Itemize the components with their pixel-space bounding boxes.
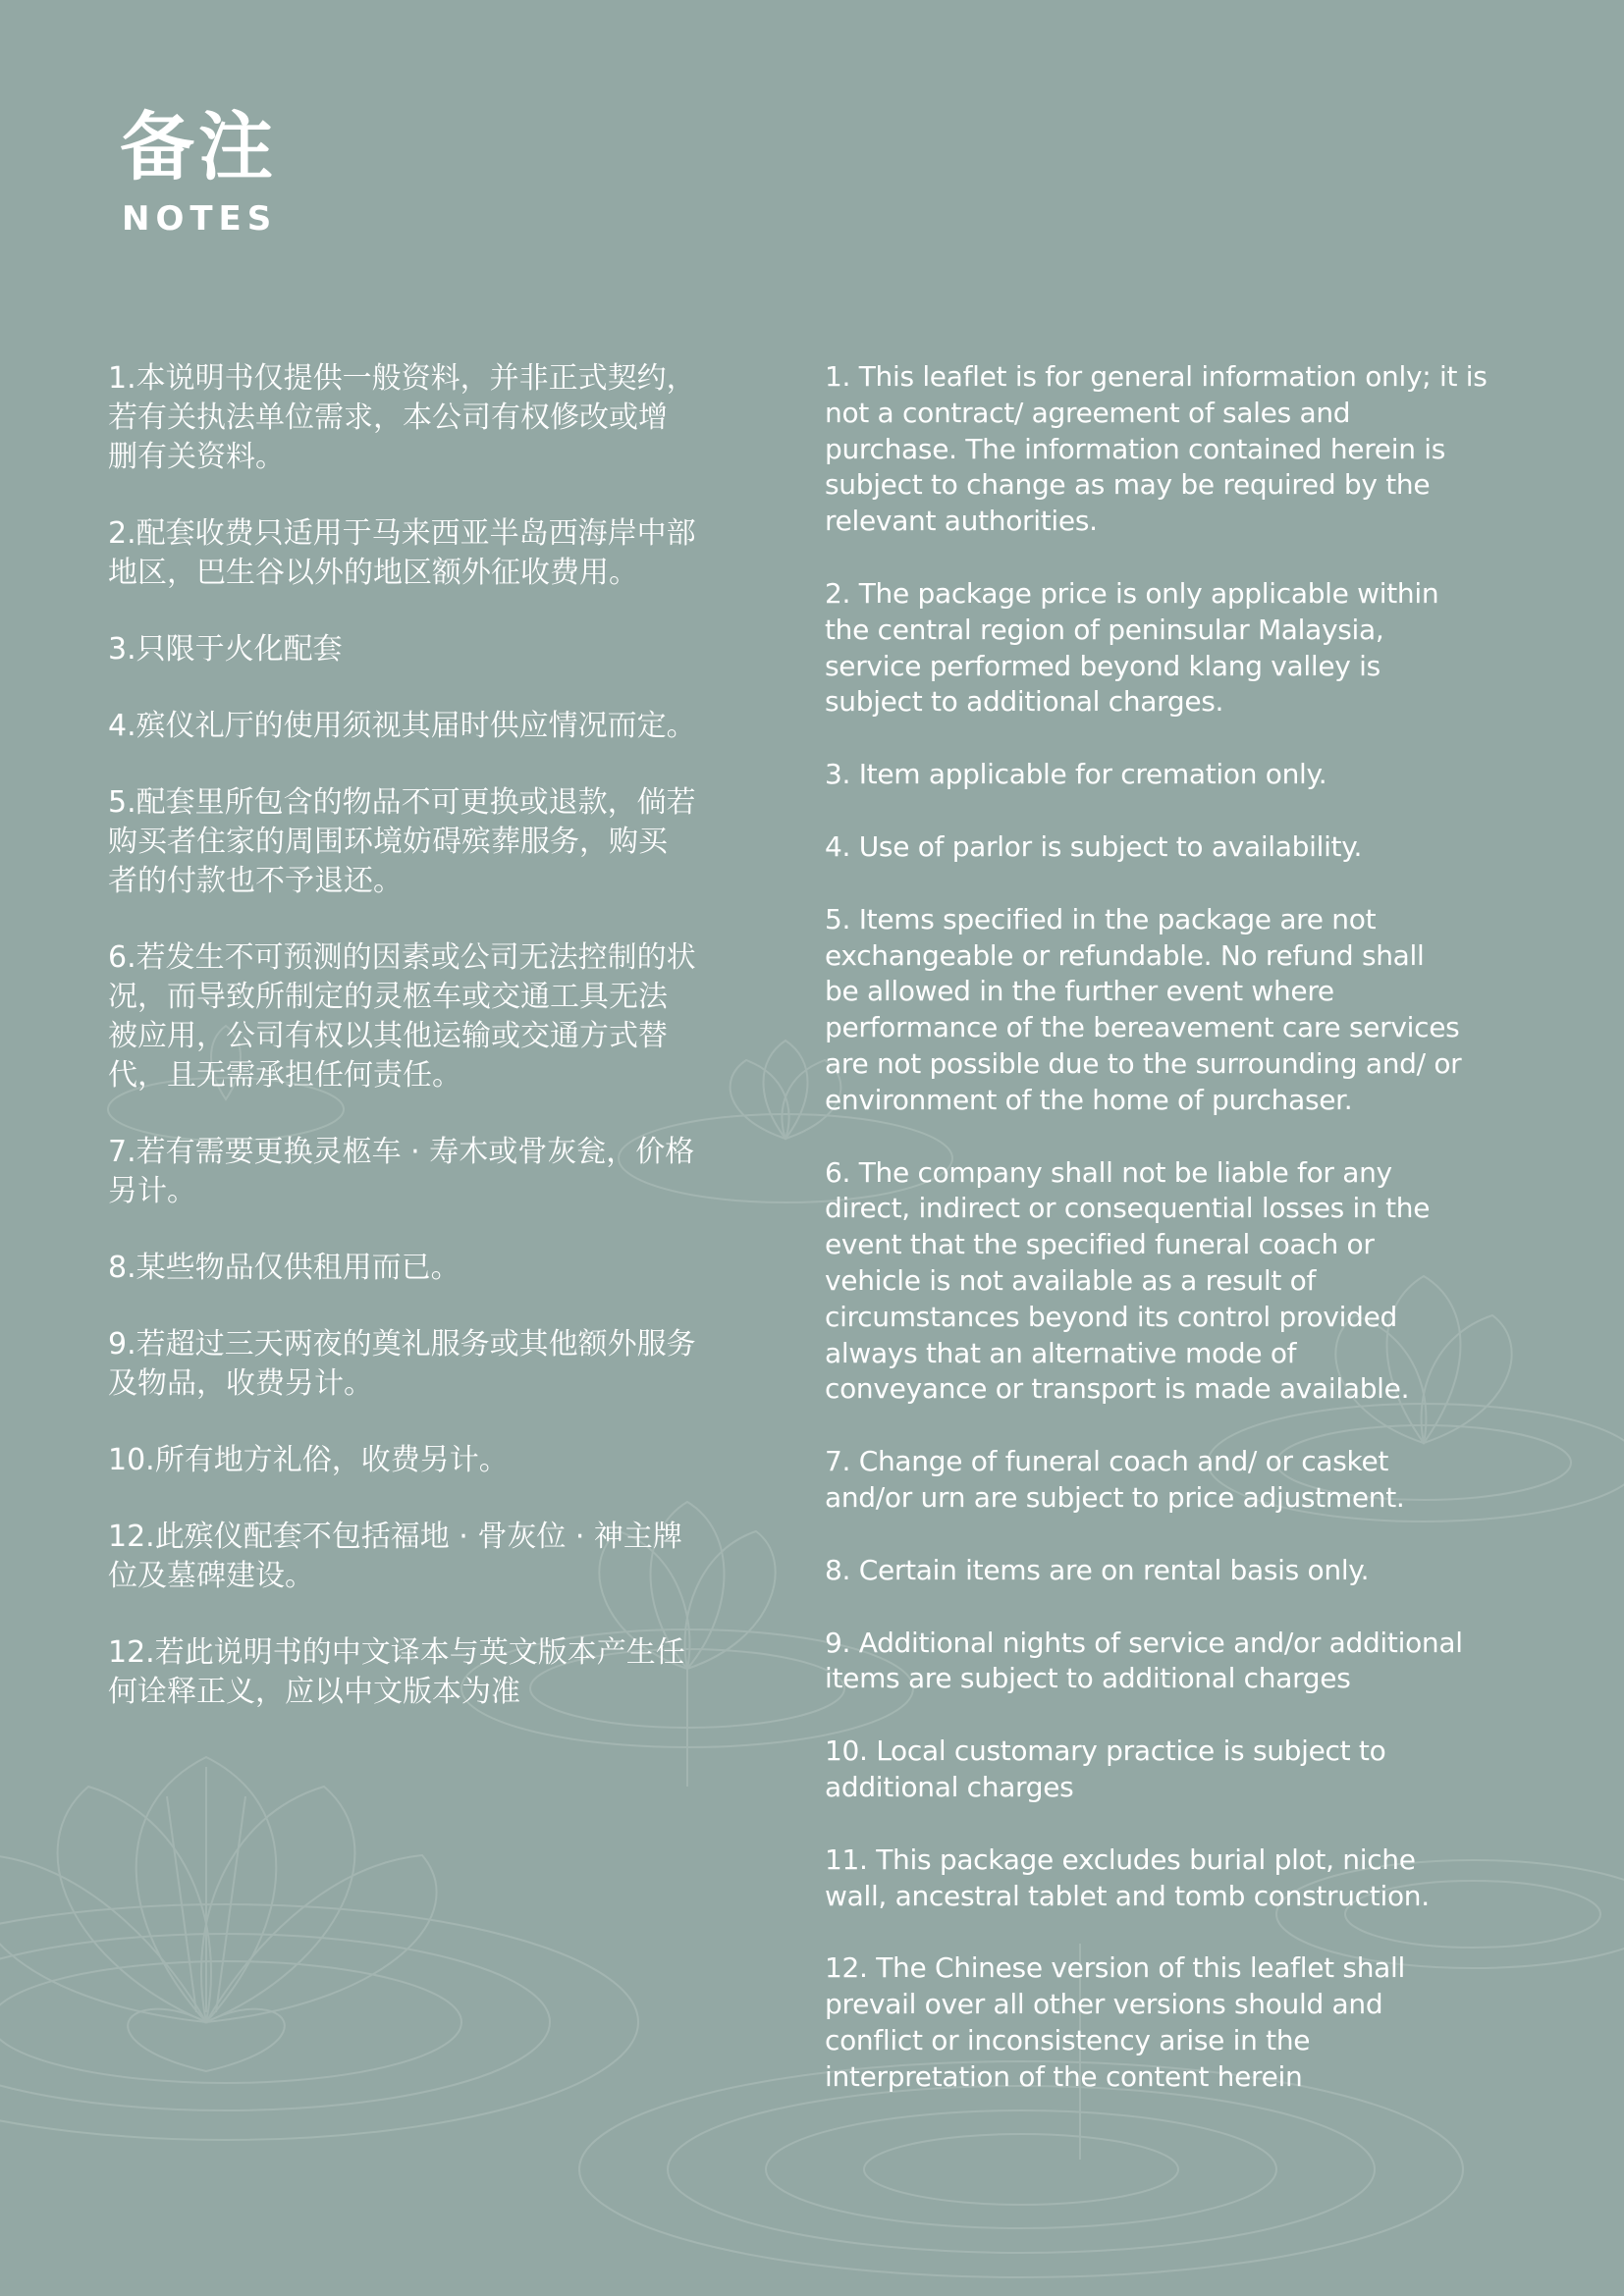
note-en-3: 3. Item applicable for cremation only.	[825, 758, 1327, 791]
note-en-7: 7. Change of funeral coach and/ or casket and/or urn are subject to price adjustment.	[825, 1445, 1405, 1514]
page-title-english: NOTES	[122, 199, 278, 239]
note-zh-3: 3.只限于火化配套	[108, 632, 343, 667]
english-notes-column	[825, 359, 1532, 2131]
note-zh-7: 7.若有需要更换灵柩车 · 寿木或骨灰瓮，价格 另计。	[108, 1135, 695, 1208]
note-zh-4: 4.殡仪礼厅的使用须视其届时供应情况而定。	[108, 709, 696, 743]
note-en-9: 9. Additional nights of service and/or additional items are subject to additional charges	[825, 1626, 1463, 1695]
note-zh-1: 1.本说明书仅提供一般资料，并非正式契约， 若有关执法单位需求，本公司有权修改或增 删有关资料。	[108, 361, 696, 474]
chinese-notes-column	[108, 359, 776, 1749]
note-zh-11: 12.此殡仪配套不包括福地 · 骨灰位 · 神主牌 位及墓碑建设。	[108, 1520, 682, 1593]
page-title-chinese: 备注	[120, 103, 277, 190]
note-zh-5: 5.配套里所包含的物品不可更换或退款，倘若 购买者住家的周围环境妨碍殡葬服务，购买 者的付款也不予退还。	[108, 785, 696, 898]
note-zh-10: 10.所有地方礼俗，收费另计。	[108, 1443, 509, 1477]
note-en-4: 4. Use of parlor is subject to availability.	[825, 829, 1363, 863]
note-en-2: 2. The package price is only applicable within the central region of peninsular Malaysia, service performed beyond klang valley is subject to additional charges.	[825, 576, 1439, 719]
note-zh-2: 2.配套收费只适用于马来西亚半岛西海岸中部 地区，巴生谷以外的地区额外征收费用。	[108, 516, 696, 590]
note-zh-12: 12.若此说明书的中文译本与英文版本产生任 何诠释正义，应以中文版本为准	[108, 1635, 685, 1709]
note-en-10: 10. Local customary practice is subject to additional charges	[825, 1735, 1386, 1803]
note-zh-8: 8.某些物品仅供租用而已。	[108, 1251, 460, 1285]
note-en-11: 11. This package excludes burial plot, niche wall, ancestral tablet and tomb construction.	[825, 1842, 1430, 1912]
note-en-6: 6. The company shall not be liable for any direct, indirect or consequential losses in the event that the specified funeral coach or vehicle is not available as a result of circumstances beyond its control provided always that an alternative mode of conveyance or transport is made available.	[825, 1155, 1431, 1406]
note-en-8: 8. Certain items are on rental basis only.	[825, 1553, 1370, 1586]
note-zh-6: 6.若发生不可预测的因素或公司无法控制的状 况，而导致所制定的灵柩车或交通工具无法 被应用，公司有权以其他运输或交通方式替 代，且无需承担任何责任。	[108, 940, 696, 1093]
note-en-5: 5. Items specified in the package are not exchangeable or refundable. No refund shall be allowed in the further event where performance of the bereavement care services are not possible due to the surrounding and/ or environment of the home of purchaser.	[825, 902, 1462, 1116]
note-zh-9: 9.若超过三天两夜的奠礼服务或其他额外服务 及物品，收费另计。	[108, 1327, 696, 1401]
note-en-1: 1. This leaflet is for general information only; it is not a contract/ agreement of sales and purchase. The information contained herein is subject to change as may be required by the relevant authorities.	[825, 360, 1488, 538]
note-en-12: 12. The Chinese version of this leaflet shall prevail over all other versions should and conflict or inconsistency arise in the interpretation of the content herein	[825, 1951, 1405, 2093]
